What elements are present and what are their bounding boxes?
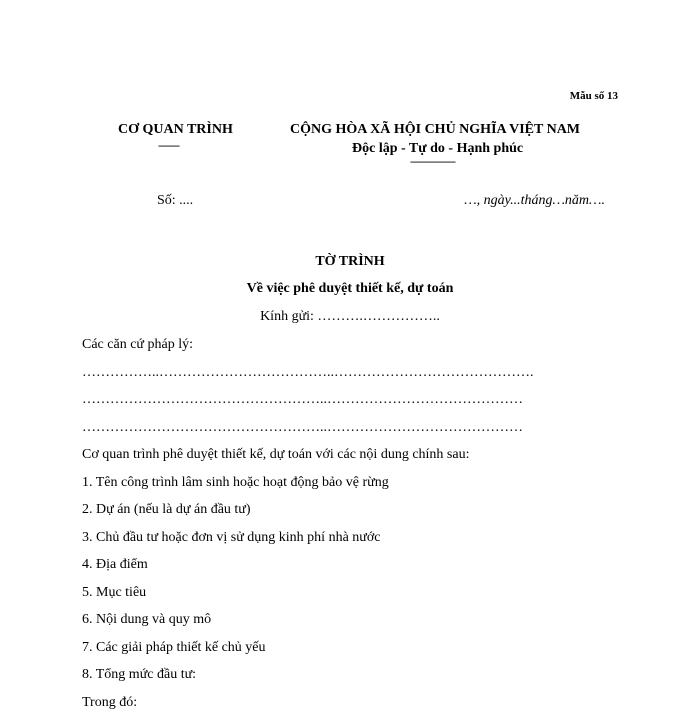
list-item: 2. Dự án (nếu là dự án đầu tư) xyxy=(82,500,572,528)
list-item: 6. Nội dung và quy mô xyxy=(82,610,572,638)
document-number: Số: .... xyxy=(157,193,193,209)
motto-underline: --------------- xyxy=(410,154,455,169)
agency-underline: ------- xyxy=(158,138,179,153)
document-date: …, ngày...tháng…năm…. xyxy=(464,193,605,209)
national-title: CỘNG HÒA XÃ HỘI CHỦ NGHĨA VIỆT NAM xyxy=(290,122,580,138)
list-item: 8. Tổng mức đầu tư: xyxy=(82,665,572,693)
list-item: 7. Các giải pháp thiết kế chủ yếu xyxy=(82,638,572,666)
list-item: 1. Tên công trình lâm sinh hoặc hoạt động bảo vệ rừng xyxy=(82,473,572,501)
agency-name: CƠ QUAN TRÌNH xyxy=(118,122,233,138)
list-item: 4. Địa điểm xyxy=(82,555,572,583)
document-subject: Về việc phê duyệt thiết kế, dự toán xyxy=(0,281,700,297)
dotted-line: ……………………………………………..…………………………………… xyxy=(82,418,572,446)
legal-bases-label: Các căn cứ pháp lý: xyxy=(82,335,572,363)
dotted-line: ……………..………………………………..……………………………………. xyxy=(82,363,572,391)
list-item: 5. Mục tiêu xyxy=(82,583,572,611)
body-intro: Cơ quan trình phê duyệt thiết kế, dự toán với các nội dung chính sau: xyxy=(82,445,572,473)
document-type-title: TỜ TRÌNH xyxy=(0,254,700,270)
recipient-line: Kính gửi: ……….…………….. xyxy=(0,309,700,325)
list-item: 3. Chủ đầu tư hoặc đơn vị sử dụng kinh phí nhà nước xyxy=(82,528,572,556)
list-item: Trong đó: xyxy=(82,693,572,720)
national-motto: Độc lập - Tự do - Hạnh phúc xyxy=(352,141,523,157)
dotted-line: ……………………………………………..…………………………………… xyxy=(82,390,572,418)
form-number: Mẫu số 13 xyxy=(570,90,618,102)
document-body xyxy=(82,335,572,720)
